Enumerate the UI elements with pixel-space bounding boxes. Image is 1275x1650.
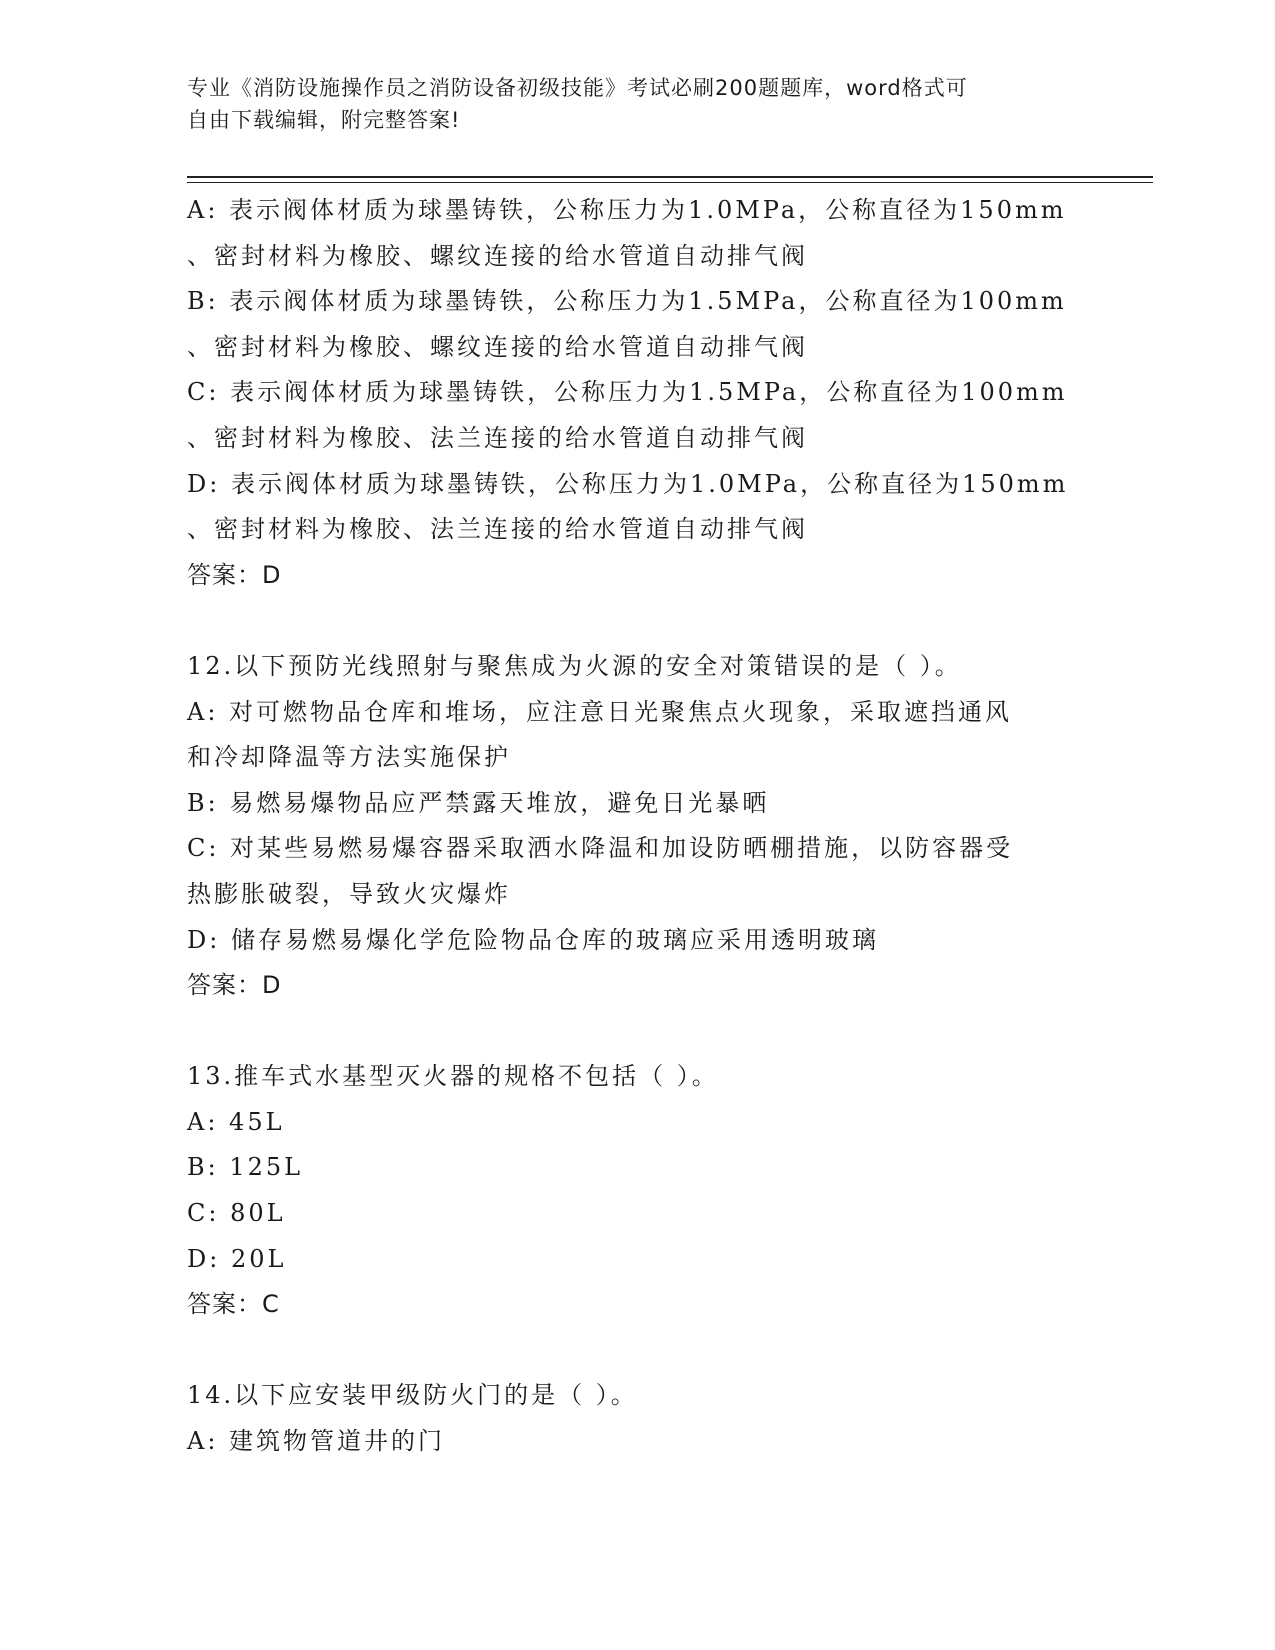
document-header	[187, 72, 1087, 136]
q12-option-a-line-1: A: 对可燃物品仓库和堆场，应注意日光聚焦点火现象，采取遮挡通风	[187, 697, 1013, 726]
q11-option-a-line-1: A: 表示阀体材质为球墨铸铁，公称压力为1.0MPa，公称直径为150mm	[187, 196, 1067, 224]
q13-option-d: D: 20L	[187, 1244, 287, 1273]
header-line-2: 自由下载编辑，附完整答案!	[187, 108, 461, 132]
spacer	[187, 598, 1087, 644]
q11-option-d-line-2: 、密封材料为橡胶、法兰连接的给水管道自动排气阀	[187, 515, 808, 544]
q11-option-b-line-1: B: 表示阀体材质为球墨铸铁，公称压力为1.5MPa，公称直径为100mm	[187, 287, 1067, 316]
q12-question: 12.以下预防光线照射与聚焦成为火源的安全对策错误的是（ ）。	[187, 651, 962, 680]
header-rule-thin	[187, 182, 1153, 183]
document-content	[187, 188, 1087, 1465]
spacer	[187, 1328, 1087, 1374]
q12-option-b: B: 易燃易爆物品应严禁露天堆放，避免日光暴晒	[187, 788, 770, 817]
q11-option-c-line-1: C: 表示阀体材质为球墨铸铁，公称压力为1.5MPa，公称直径为100mm	[187, 378, 1068, 407]
header-rule-thick	[187, 176, 1153, 178]
q13-option-a: A: 45L	[187, 1107, 285, 1136]
q11-option-d-line-1: D: 表示阀体材质为球墨铸铁，公称压力为1.0MPa，公称直径为150mm	[187, 469, 1069, 498]
q12-option-c-line-2: 热膨胀破裂，导致火灾爆炸	[187, 879, 511, 908]
q12-option-d: D: 储存易燃易爆化学危险物品仓库的玻璃应采用透明玻璃	[187, 925, 879, 954]
question-13	[187, 1054, 1087, 1328]
q12-option-a-line-2: 和冷却降温等方法实施保护	[187, 743, 511, 772]
question-12	[187, 644, 1087, 1009]
q13-question: 13.推车式水基型灭火器的规格不包括（ ）。	[187, 1062, 719, 1091]
q11-option-c-line-2: 、密封材料为橡胶、法兰连接的给水管道自动排气阀	[187, 423, 808, 452]
q12-answer: 答案：D	[187, 971, 282, 1000]
q11-option-a-line-2: 、密封材料为橡胶、螺纹连接的给水管道自动排气阀	[187, 241, 808, 270]
q12-option-c-line-1: C: 对某些易燃易爆容器采取洒水降温和加设防晒棚措施，以防容器受	[187, 834, 1014, 863]
spacer	[187, 1009, 1087, 1055]
question-11	[187, 188, 1087, 598]
question-14	[187, 1373, 1087, 1464]
q14-option-a: A: 建筑物管道井的门	[187, 1427, 446, 1456]
q14-question: 14.以下应安装甲级防火门的是（ ）。	[187, 1381, 638, 1410]
q13-option-c: C: 80L	[187, 1199, 286, 1228]
header-line-1: 专业《消防设施操作员之消防设备初级技能》考试必刷200题题库，word格式可	[187, 76, 968, 100]
q11-option-b-line-2: 、密封材料为橡胶、螺纹连接的给水管道自动排气阀	[187, 332, 808, 361]
q11-answer: 答案：D	[187, 560, 282, 589]
q13-answer: 答案：C	[187, 1290, 280, 1319]
q13-option-b: B: 125L	[187, 1153, 304, 1182]
